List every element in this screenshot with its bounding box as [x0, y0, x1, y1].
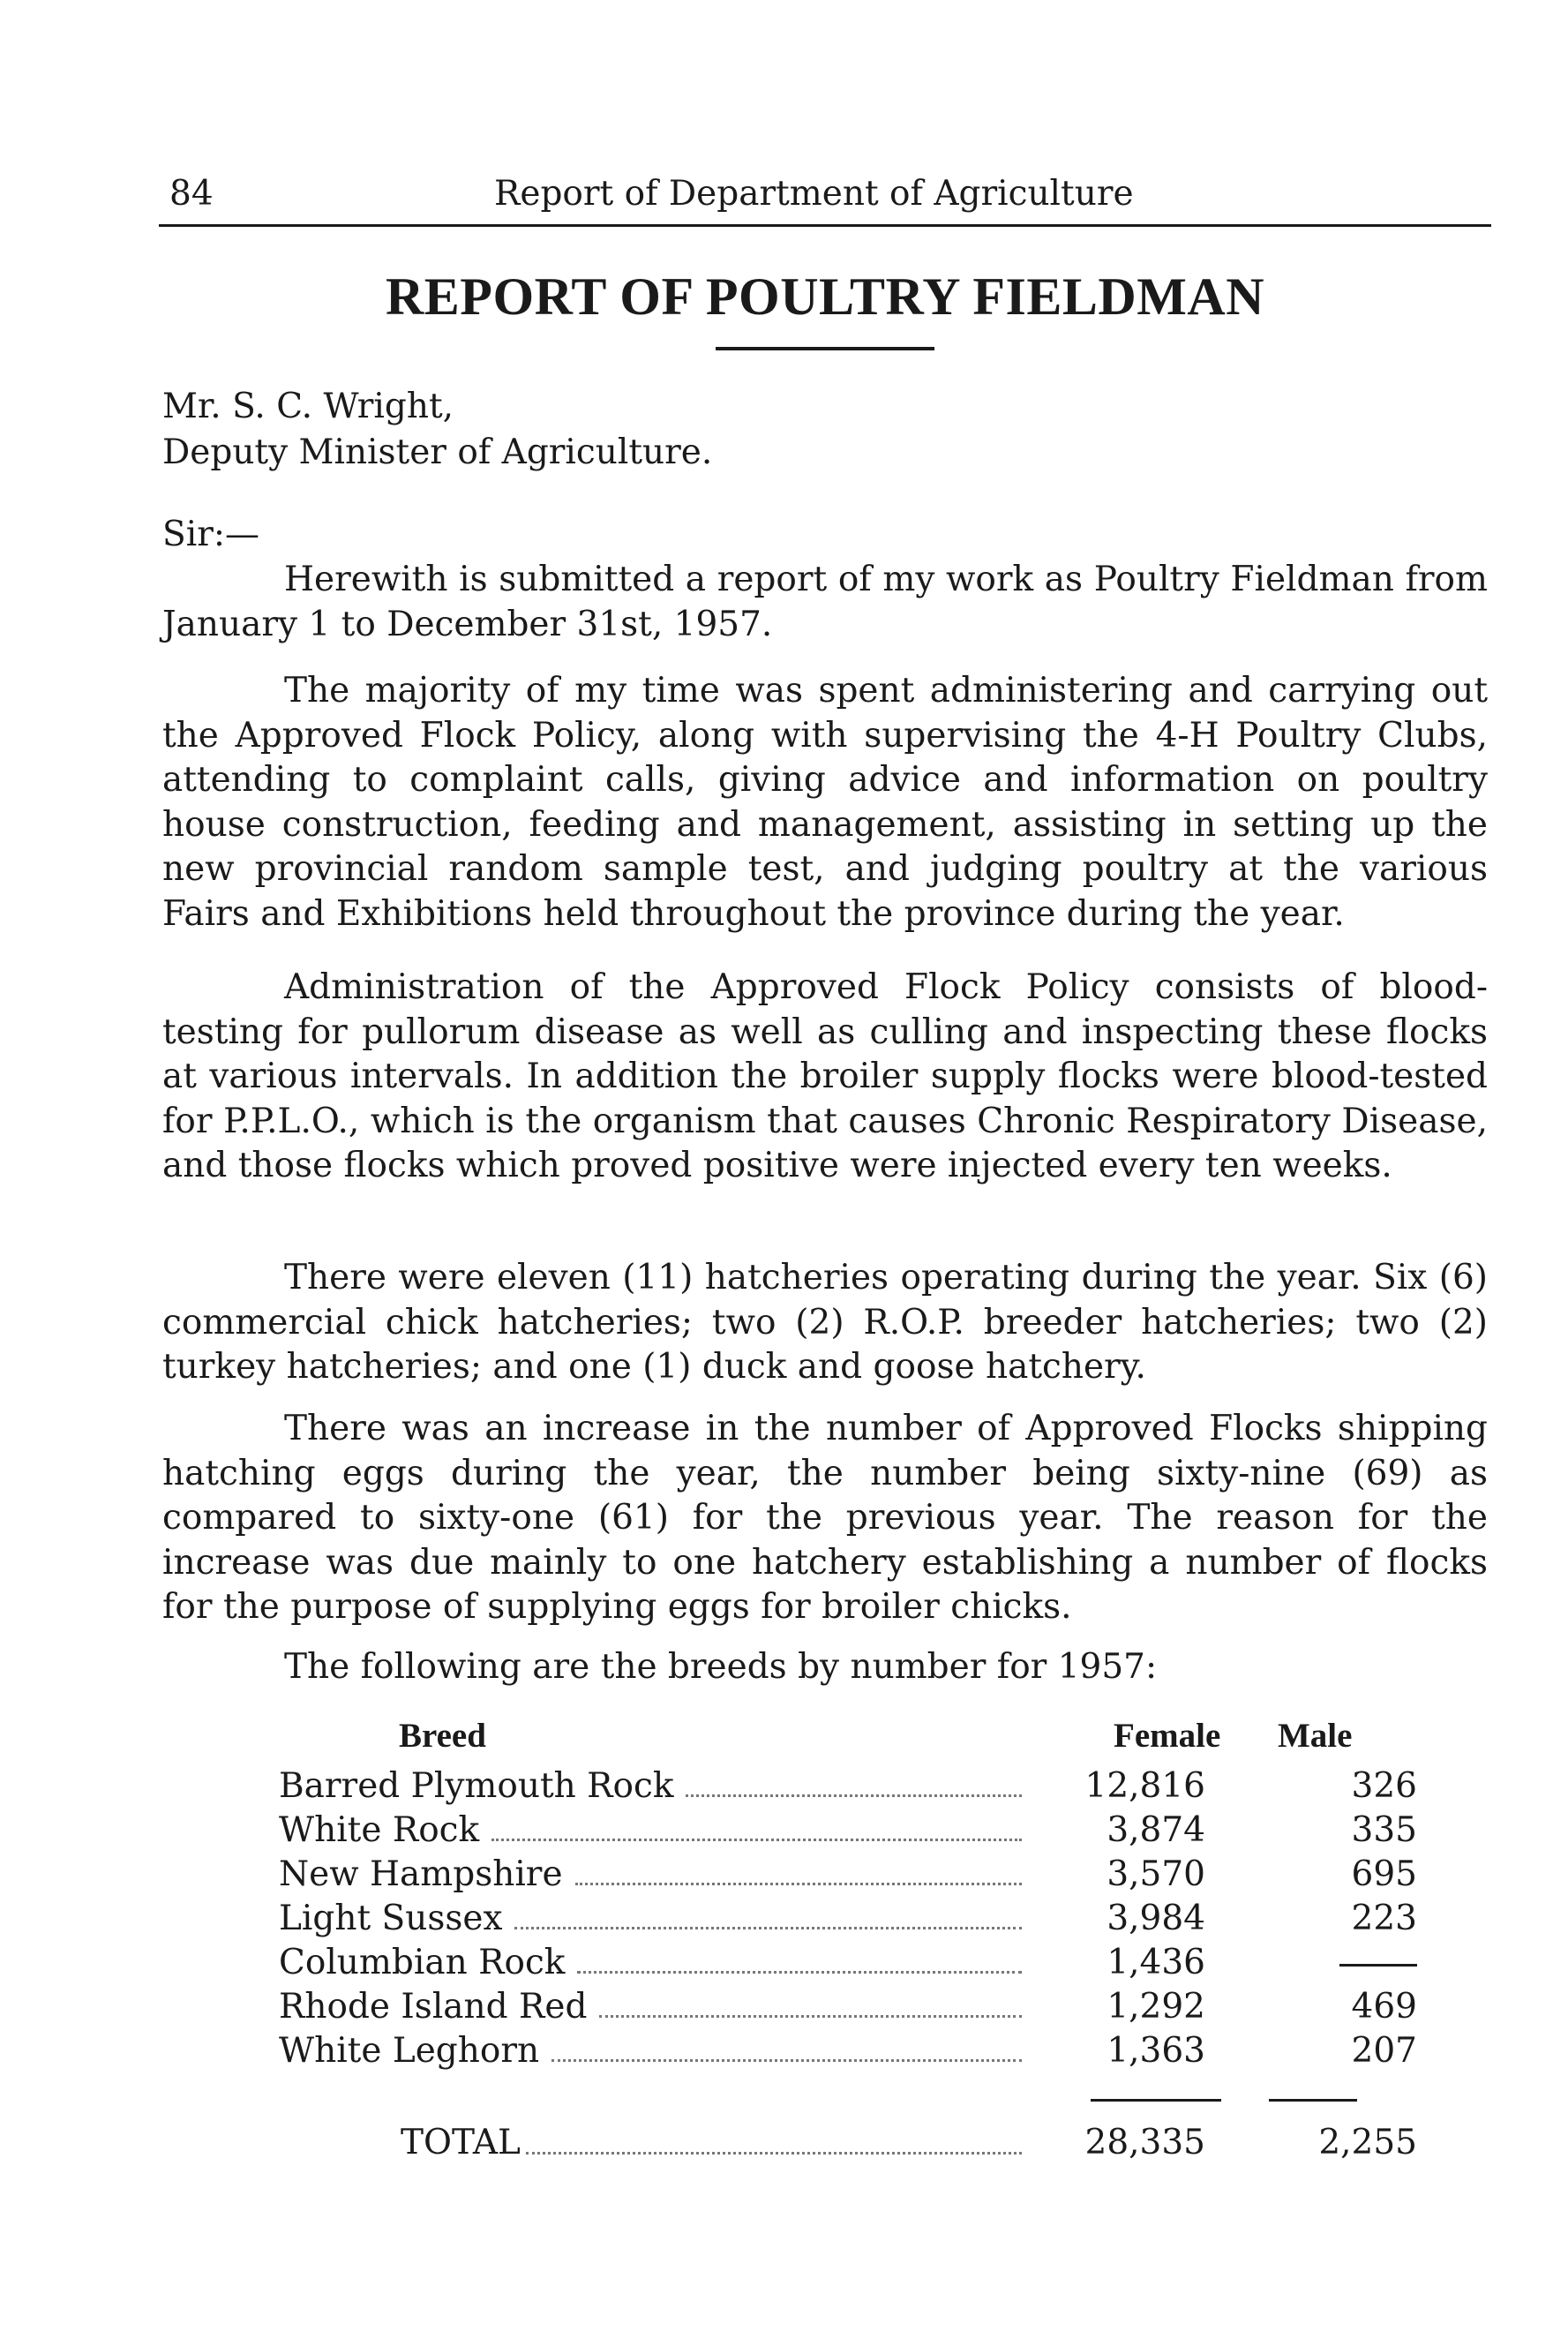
female-count: 1,292 [1107, 1987, 1205, 2027]
breed-name: Rhode Island Red [279, 1987, 588, 2027]
running-title: Report of Department of Agriculture [494, 174, 1134, 214]
page-number: 84 [169, 174, 214, 214]
table-row [279, 1809, 1417, 1853]
breed-name: Barred Plymouth Rock [279, 1766, 674, 1806]
dot-leader [491, 1839, 1022, 1841]
table-row [279, 1941, 1417, 1985]
paragraph-approved-flocks: There was an increase in the number of Approved Flocks shipping hatching eggs during the year, the number being sixty-nine (69) as compared to sixty-one (61) for the previous year. The reason for the increase was due mainly to one hatchery establishing a number of flocks for the purpose of supplying eggs for broiler chicks. [162, 1409, 1488, 1627]
table-row [279, 2029, 1417, 2073]
female-count: 1,436 [1107, 1943, 1205, 1982]
table-intro: The following are the breeds by number for 1957: [284, 1647, 1158, 1687]
total-female: 28,335 [1084, 2123, 1205, 2162]
header-rule [159, 224, 1491, 227]
no-value-dash [1339, 1964, 1417, 1967]
dot-leader [577, 1971, 1022, 1974]
male-count: 695 [1351, 1854, 1417, 1894]
paragraph-duties: The majority of my time was spent administering and carrying out the Approved Flock Policy, along with supervising the 4-H Poultry Clubs, attending to complaint calls, giving advice and information on poultry house construction, feeding and management, assisting in setting up the new provincial random sample test, and judging poultry at the various Fairs and Exhibitions held throughout the province during the year. [162, 671, 1488, 934]
female-count: 1,363 [1107, 2031, 1205, 2071]
title-underline-rule [716, 347, 934, 350]
running-header [159, 169, 1491, 219]
addressee-title: Deputy Minister of Agriculture. [162, 432, 713, 472]
female-count: 12,816 [1084, 1766, 1205, 1806]
male-count: 335 [1351, 1810, 1417, 1850]
column-header-breed: Breed [399, 1717, 486, 1755]
female-count: 3,984 [1107, 1899, 1205, 1938]
table-row [279, 1764, 1417, 1809]
breed-name: New Hampshire [279, 1854, 563, 1894]
breed-table [279, 1764, 1417, 2073]
dot-leader [686, 1794, 1022, 1797]
paragraph-administration: Administration of the Approved Flock Policy consists of blood-testing for pullorum disease as well as culling and inspecting these flocks at various intervals. In addition the broiler supply flocks were blood-tested for P.P.L.O., which is the organism that causes Chronic Respiratory Disease, and those flocks which proved positive were injected every ten weeks. [162, 967, 1488, 1185]
table-row [279, 1853, 1417, 1897]
breed-name: White Rock [279, 1810, 480, 1850]
paragraph-submission: Herewith is submitted a report of my work as Poultry Fieldman from January 1 to December 31st, 1957. [162, 560, 1488, 644]
report-title: REPORT OF POULTRY FIELDMAN [385, 267, 1265, 326]
breed-name: Light Sussex [279, 1899, 503, 1938]
paragraph-hatcheries: There were eleven (11) hatcheries operating during the year. Six (6) commercial chick hatcheries; two (2) R.O.P. breeder hatcheries; two (2) turkey hatcheries; and one (1) duck and goose hatchery. [162, 1258, 1488, 1387]
breed-name: Columbian Rock [279, 1943, 566, 1982]
breed-name: White Leghorn [279, 2031, 540, 2071]
dot-leader [551, 2059, 1022, 2062]
table-row [279, 1985, 1417, 2029]
addressee-name: Mr. S. C. Wright, [162, 387, 454, 426]
dot-leader [599, 2015, 1022, 2018]
dot-leader [575, 1883, 1022, 1885]
female-sum-rule [1091, 2099, 1221, 2102]
total-row [401, 2120, 1417, 2166]
addressee-block [162, 384, 712, 476]
salutation: Sir:— [162, 515, 259, 554]
total-label: TOTAL [401, 2123, 521, 2162]
female-count: 3,570 [1107, 1854, 1205, 1894]
table-row [279, 1897, 1417, 1941]
total-male: 2,255 [1318, 2123, 1417, 2162]
male-count: 469 [1351, 1987, 1417, 2027]
male-sum-rule [1269, 2099, 1357, 2102]
column-header-male: Male [1278, 1717, 1353, 1755]
male-count: 207 [1351, 2031, 1417, 2071]
male-count: 223 [1351, 1899, 1417, 1938]
dot-leader [526, 2152, 1022, 2155]
column-header-female: Female [1114, 1717, 1221, 1755]
male-count-dash [1241, 1941, 1417, 1985]
dot-leader [514, 1927, 1022, 1929]
male-count: 326 [1351, 1766, 1417, 1806]
female-count: 3,874 [1107, 1810, 1205, 1850]
